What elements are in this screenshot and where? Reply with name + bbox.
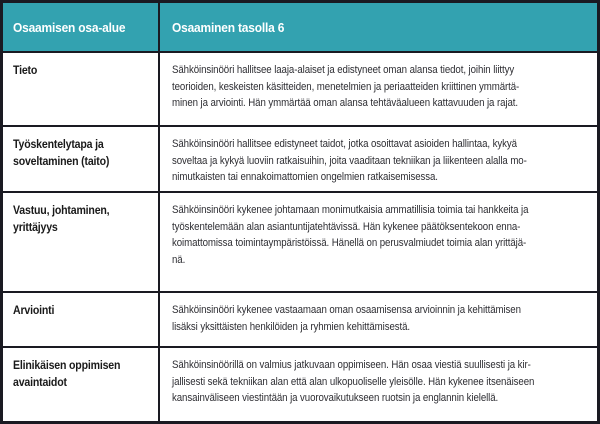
row-label-tyoskentelytapa — [3, 127, 160, 193]
row-desc-text: Sähköinsinööri kykenee vastaamaan oman osaamisensa arvioinnin ja kehittämisen lisäksi yksittäisten henkilöiden ja ryhmien kehittämisestä. — [172, 304, 521, 333]
row-label-text: Elinikäisen oppimisen avaintaidot — [13, 360, 121, 389]
row-label-arviointi — [3, 293, 160, 348]
row-label-text: Arviointi — [13, 305, 55, 317]
row-desc-tyoskentelytapa — [160, 127, 597, 193]
row-label-text: Vastuu, johtaminen, yrittäjyys — [13, 205, 110, 234]
header-cell-level-6 — [160, 3, 597, 53]
row-desc-text: Sähköinsinööri hallitsee edistyneet taidot, jotka osoittavat asioiden hallintaa, kykyä soveltaa ja kykyä luoviin ratkaisuihin, joita vaaditaan tekniikan ja liikenteen alalla mo- nimutkaisten tai ennakoimattomien ongelmien ratkaisemisessa. — [172, 138, 527, 183]
row-desc-text: Sähköinsinööri hallitsee laaja-alaiset ja edistyneet oman alansa tiedot, joihin liittyy teorioiden, keskeisten käsitteiden, menetelmien ja periaatteiden kriittinen ymmärtä- minen ja arviointi. Hän ymmärtää oman alansa tehtäväalueen kattavuuden ja rajat. — [172, 64, 520, 109]
row-desc-vastuu — [160, 193, 597, 293]
header-cell-competence-area — [3, 3, 160, 53]
row-desc-text: Sähköinsinöörillä on valmius jatkuvaan oppimiseen. Hän osaa viestiä suullisesti ja kir- jallisesti sekä tekniikan alan että alan ulkopuoliselle yleisölle. Hän kykenee itsenäiseen kansainväliseen viestintään ja vuorovaikutukseen ruotsin ja englannin kielellä. — [172, 359, 535, 404]
header-label-competence-area: Osaamisen osa-alue — [13, 19, 126, 35]
row-label-text: Tieto — [13, 65, 38, 77]
row-desc-text: Sähköinsinööri kykenee johtamaan monimutkaisia ammatillisia toimia tai hankkeita ja työskentelemään alan asiantuntijatehtävissä. Hän kykenee päätöksentekoon enna- koimattomissa toimintaympäristöissä. Hänellä on perusvalmiudet toimia alan yrittäjä- nä. — [172, 204, 529, 266]
row-desc-tieto — [160, 53, 597, 127]
row-label-text: Työskentelytapa ja soveltaminen (taito) — [13, 139, 110, 168]
row-label-vastuu — [3, 193, 160, 293]
row-desc-arviointi — [160, 293, 597, 348]
row-label-elinikainen — [3, 348, 160, 421]
row-desc-elinikainen — [160, 348, 597, 421]
header-label-level-6: Osaaminen tasolla 6 — [172, 19, 285, 35]
row-label-tieto — [3, 53, 160, 127]
